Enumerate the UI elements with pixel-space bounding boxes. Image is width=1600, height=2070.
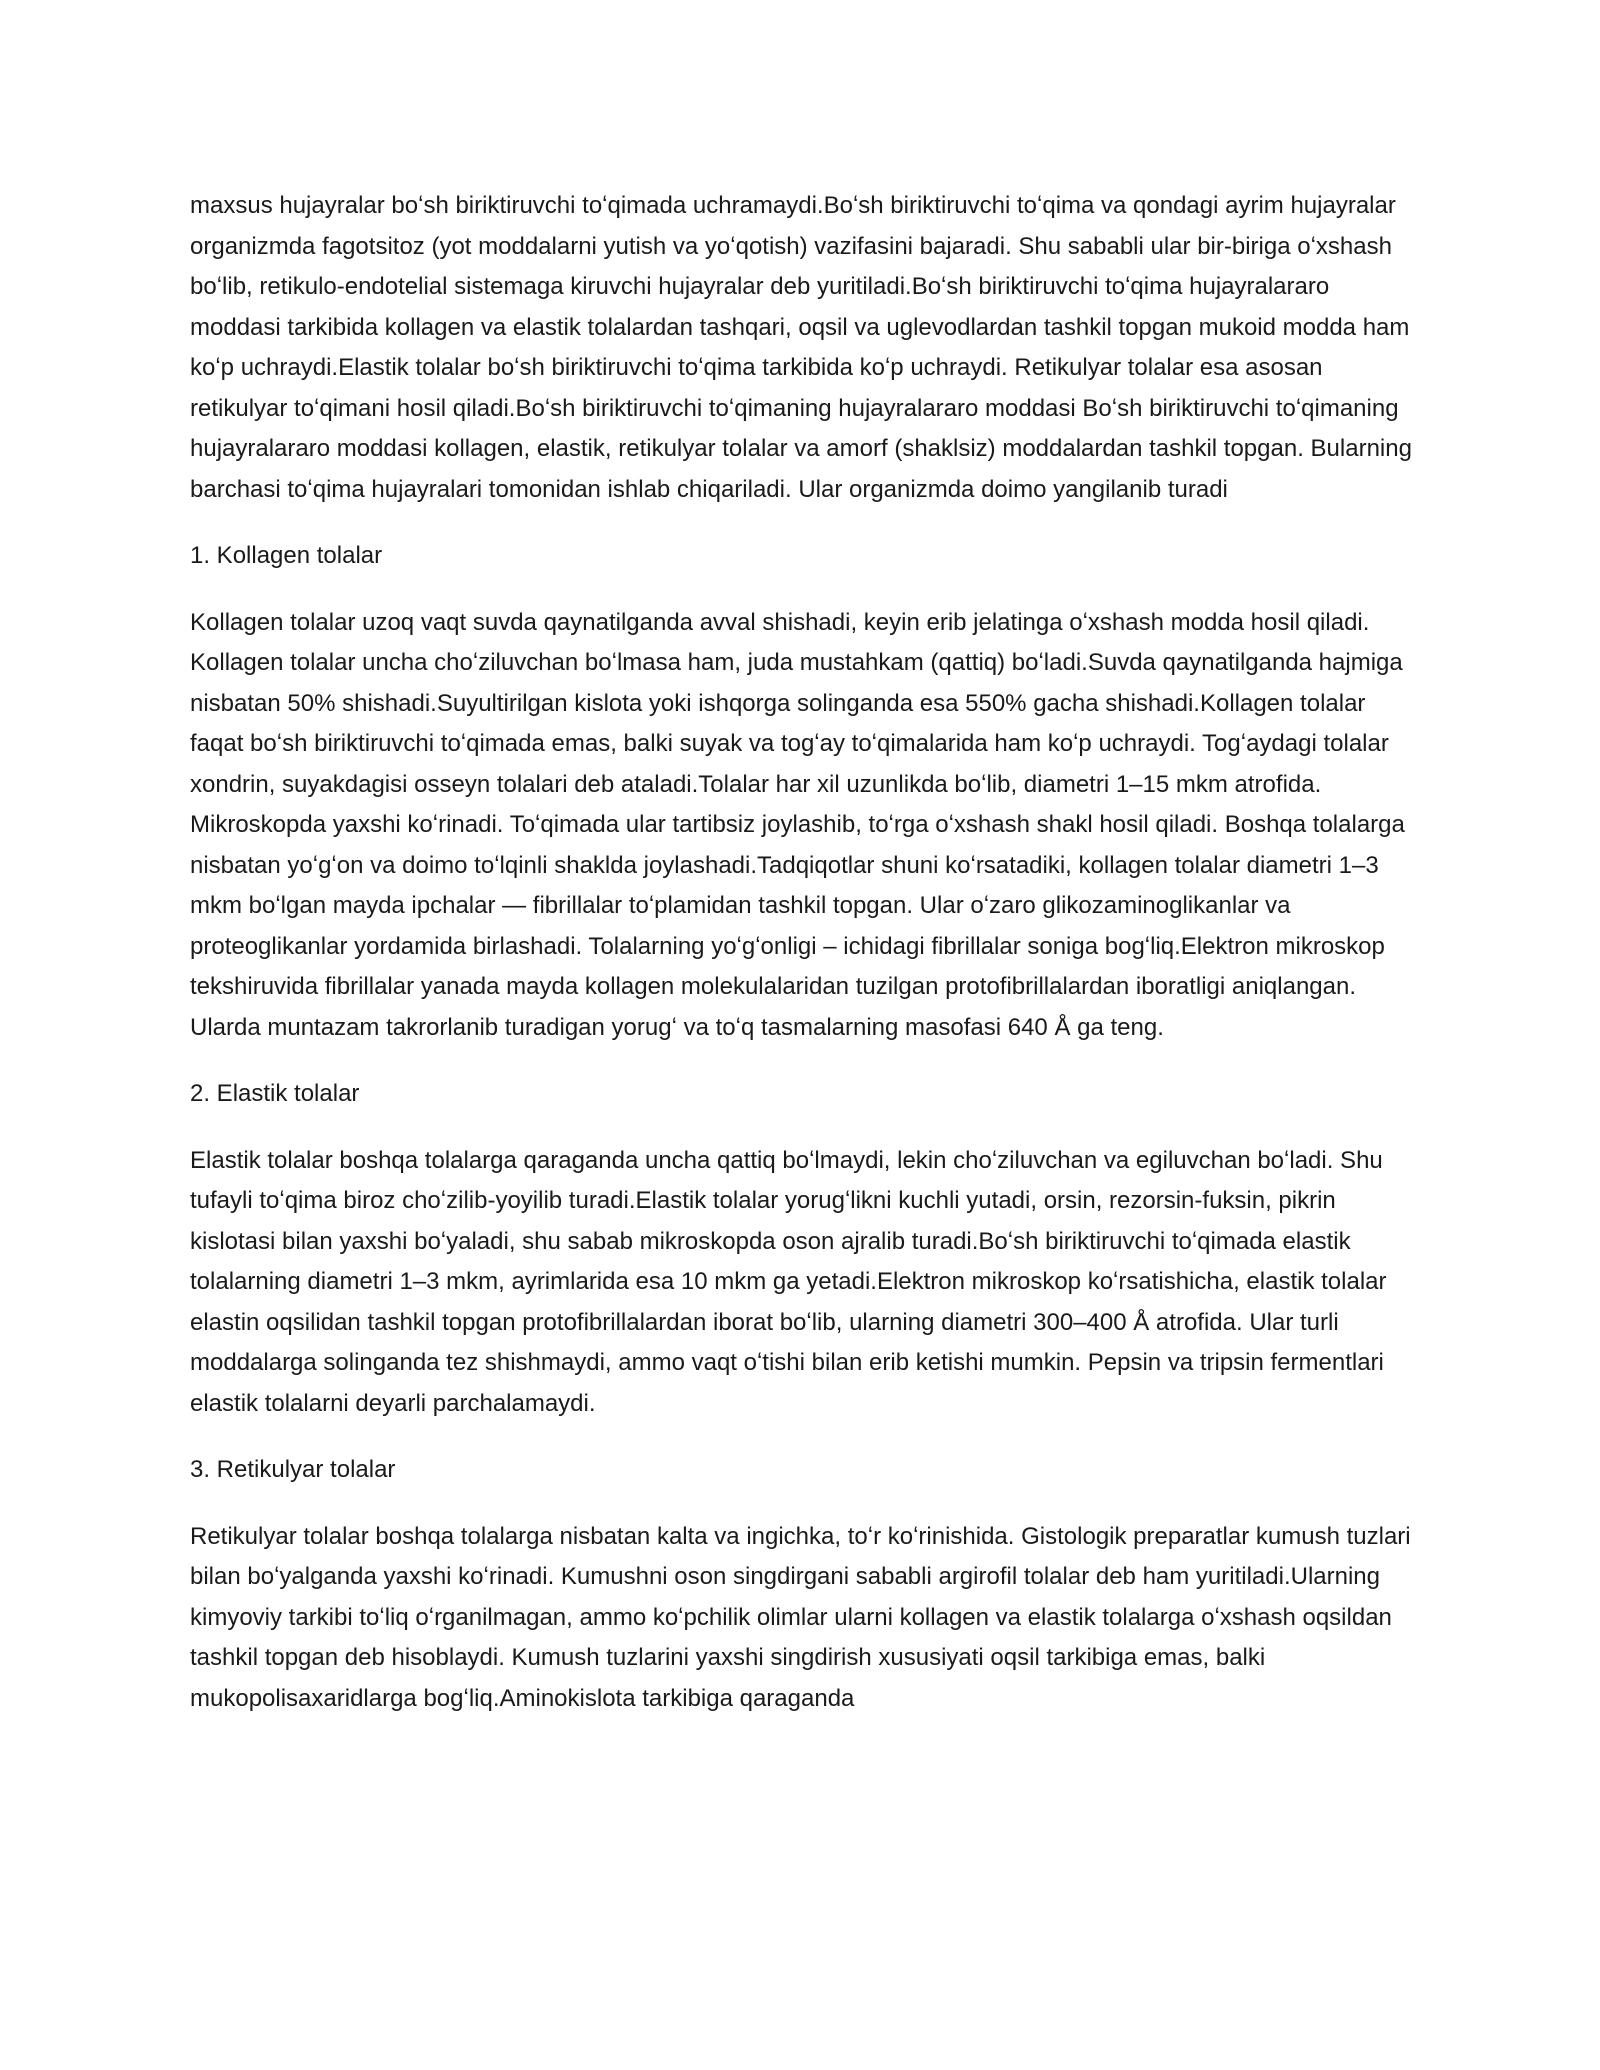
elastik-paragraph: Elastik tolalar boshqa tolalarga qaraganda uncha qattiq boʻlmaydi, lekin choʻziluvchan va egiluvchan boʻladi. Shu tufayli toʻqima biroz choʻzilib-yoyilib turadi.Elastik tolalar yorugʻlikni kuchli yutadi, orsin, rezorsin-fuksin, pikrin kislotasi bilan yaxshi boʻyaladi, shu sabab mikroskopda oson ajralib turadi.Boʻsh biriktiruvchi toʻqimada elastik tolalarning diametri 1–3 mkm, ayrimlarida esa 10 mkm ga yetadi.Elektron mikroskop koʻrsatishicha, elastik tolalar elastin oqsilidan tashkil topgan protofibrillalardan iborat boʻlib, ularning diametri 300–400 Å atrofida. Ular turli moddalarga solinganda tez shishmaydi, ammo vaqt oʻtishi bilan erib ketishi mumkin. Pepsin va tripsin fermentlari elastik tolalarni deyarli parchalamaydi. <box>190 1146 1387 1417</box>
retikulyar-paragraph: Retikulyar tolalar boshqa tolalarga nisbatan kalta va ingichka, toʻr koʻrinishida. Gistologik preparatlar kumush tuzlari bilan boʻyalganda yaxshi koʻrinadi. Kumushni oson singdirgani sababli argirofil tolalar deb ham yuritiladi.Ularning kimyoviy tarkibi toʻliq oʻrganilmagan, ammo koʻpchilik olimlar ularni kollagen va elastik tolalarga oʻxshash oqsildan tashkil topgan deb hisoblaydi. Kumush tuzlarini yaxshi singdirish xususiyati oqsil tarkibiga emas, balki mukopolisaxaridlarga bogʻliq.Aminokislota tarkibiga qaraganda <box>190 1522 1411 1712</box>
intro-paragraph: maxsus hujayralar boʻsh biriktiruvchi toʻqimada uchramaydi.Boʻsh biriktiruvchi toʻqima va qondagi ayrim hujayralar organizmda fagotsitoz (yot moddalarni yutish va yoʻqotish) vazifasini bajaradi. Shu sababli ular bir-biriga oʻxshash boʻlib, retikulo-endotelial sistemaga kiruvchi hujayralar deb yuritiladi.Boʻsh biriktiruvchi toʻqima hujayralararo moddasi tarkibida kollagen va elastik tolalardan tashqari, oqsil va uglevodlardan tashkil topgan mukoid modda ham koʻp uchraydi.Elastik tolalar boʻsh biriktiruvchi toʻqima tarkibida koʻp uchraydi. Retikulyar tolalar esa asosan retikulyar toʻqimani hosil qiladi.Boʻsh biriktiruvchi toʻqimaning hujayralararo moddasi Boʻsh biriktiruvchi toʻqimaning hujayralararo moddasi kollagen, elastik, retikulyar tolalar va amorf (shaklsiz) moddalardan tashkil topgan. Bularning barchasi toʻqima hujayralari tomonidan ishlab chiqariladi. Ular organizmda doimo yangilanib turadi <box>190 192 1412 503</box>
kollagen-paragraph: Kollagen tolalar uzoq vaqt suvda qaynatilganda avval shishadi, keyin erib jelatinga oʻxshash modda hosil qiladi. Kollagen tolalar uncha choʻziluvchan boʻlmasa ham, juda mustahkam (qattiq) boʻladi.Suvda qaynatilganda hajmiga nisbatan 50% shishadi.Suyultirilgan kislota yoki ishqorga solinganda esa 550% gacha shishadi.Kollagen tolalar faqat boʻsh biriktiruvchi toʻqimada emas, balki suyak va togʻay toʻqimalarida ham koʻp uchraydi. Togʻaydagi tolalar xondrin, suyakdagisi osseyn tolalari deb ataladi.Tolalar har xil uzunlikda boʻlib, diametri 1–15 mkm atrofida. Mikroskopda yaxshi koʻrinadi. Toʻqimada ular tartibsiz joylashib, toʻrga oʻxshash shakl hosil qiladi. Boshqa tolalarga nisbatan yoʻgʻon va doimo toʻlqinli shaklda joylashadi.Tadqiqotlar shuni koʻrsatadiki, kollagen tolalar diametri 1–3 mkm boʻlgan mayda ipchalar — fibrillalar toʻplamidan tashkil topgan. Ular oʻzaro glikozaminoglikanlar va proteoglikanlar yordamida birlashadi. Tolalarning yoʻgʻonligi – ichidagi fibrillalar soniga bogʻliq.Elektron mikroskop tekshiruvida fibrillalar yanada mayda kollagen molekulalaridan tuzilgan protofibrillalardan iboratligi aniqlangan. Ularda muntazam takrorlanib turadigan yorugʻ va toʻq tasmalarning masofasi 640 Å ga teng. <box>190 608 1405 1041</box>
document-body <box>190 186 1422 1745</box>
section-heading-elastik: 2. Elastik tolalar <box>190 1080 360 1107</box>
section-heading-retikulyar: 3. Retikulyar tolalar <box>190 1456 396 1483</box>
section-heading-kollagen: 1. Kollagen tolalar <box>190 542 383 569</box>
